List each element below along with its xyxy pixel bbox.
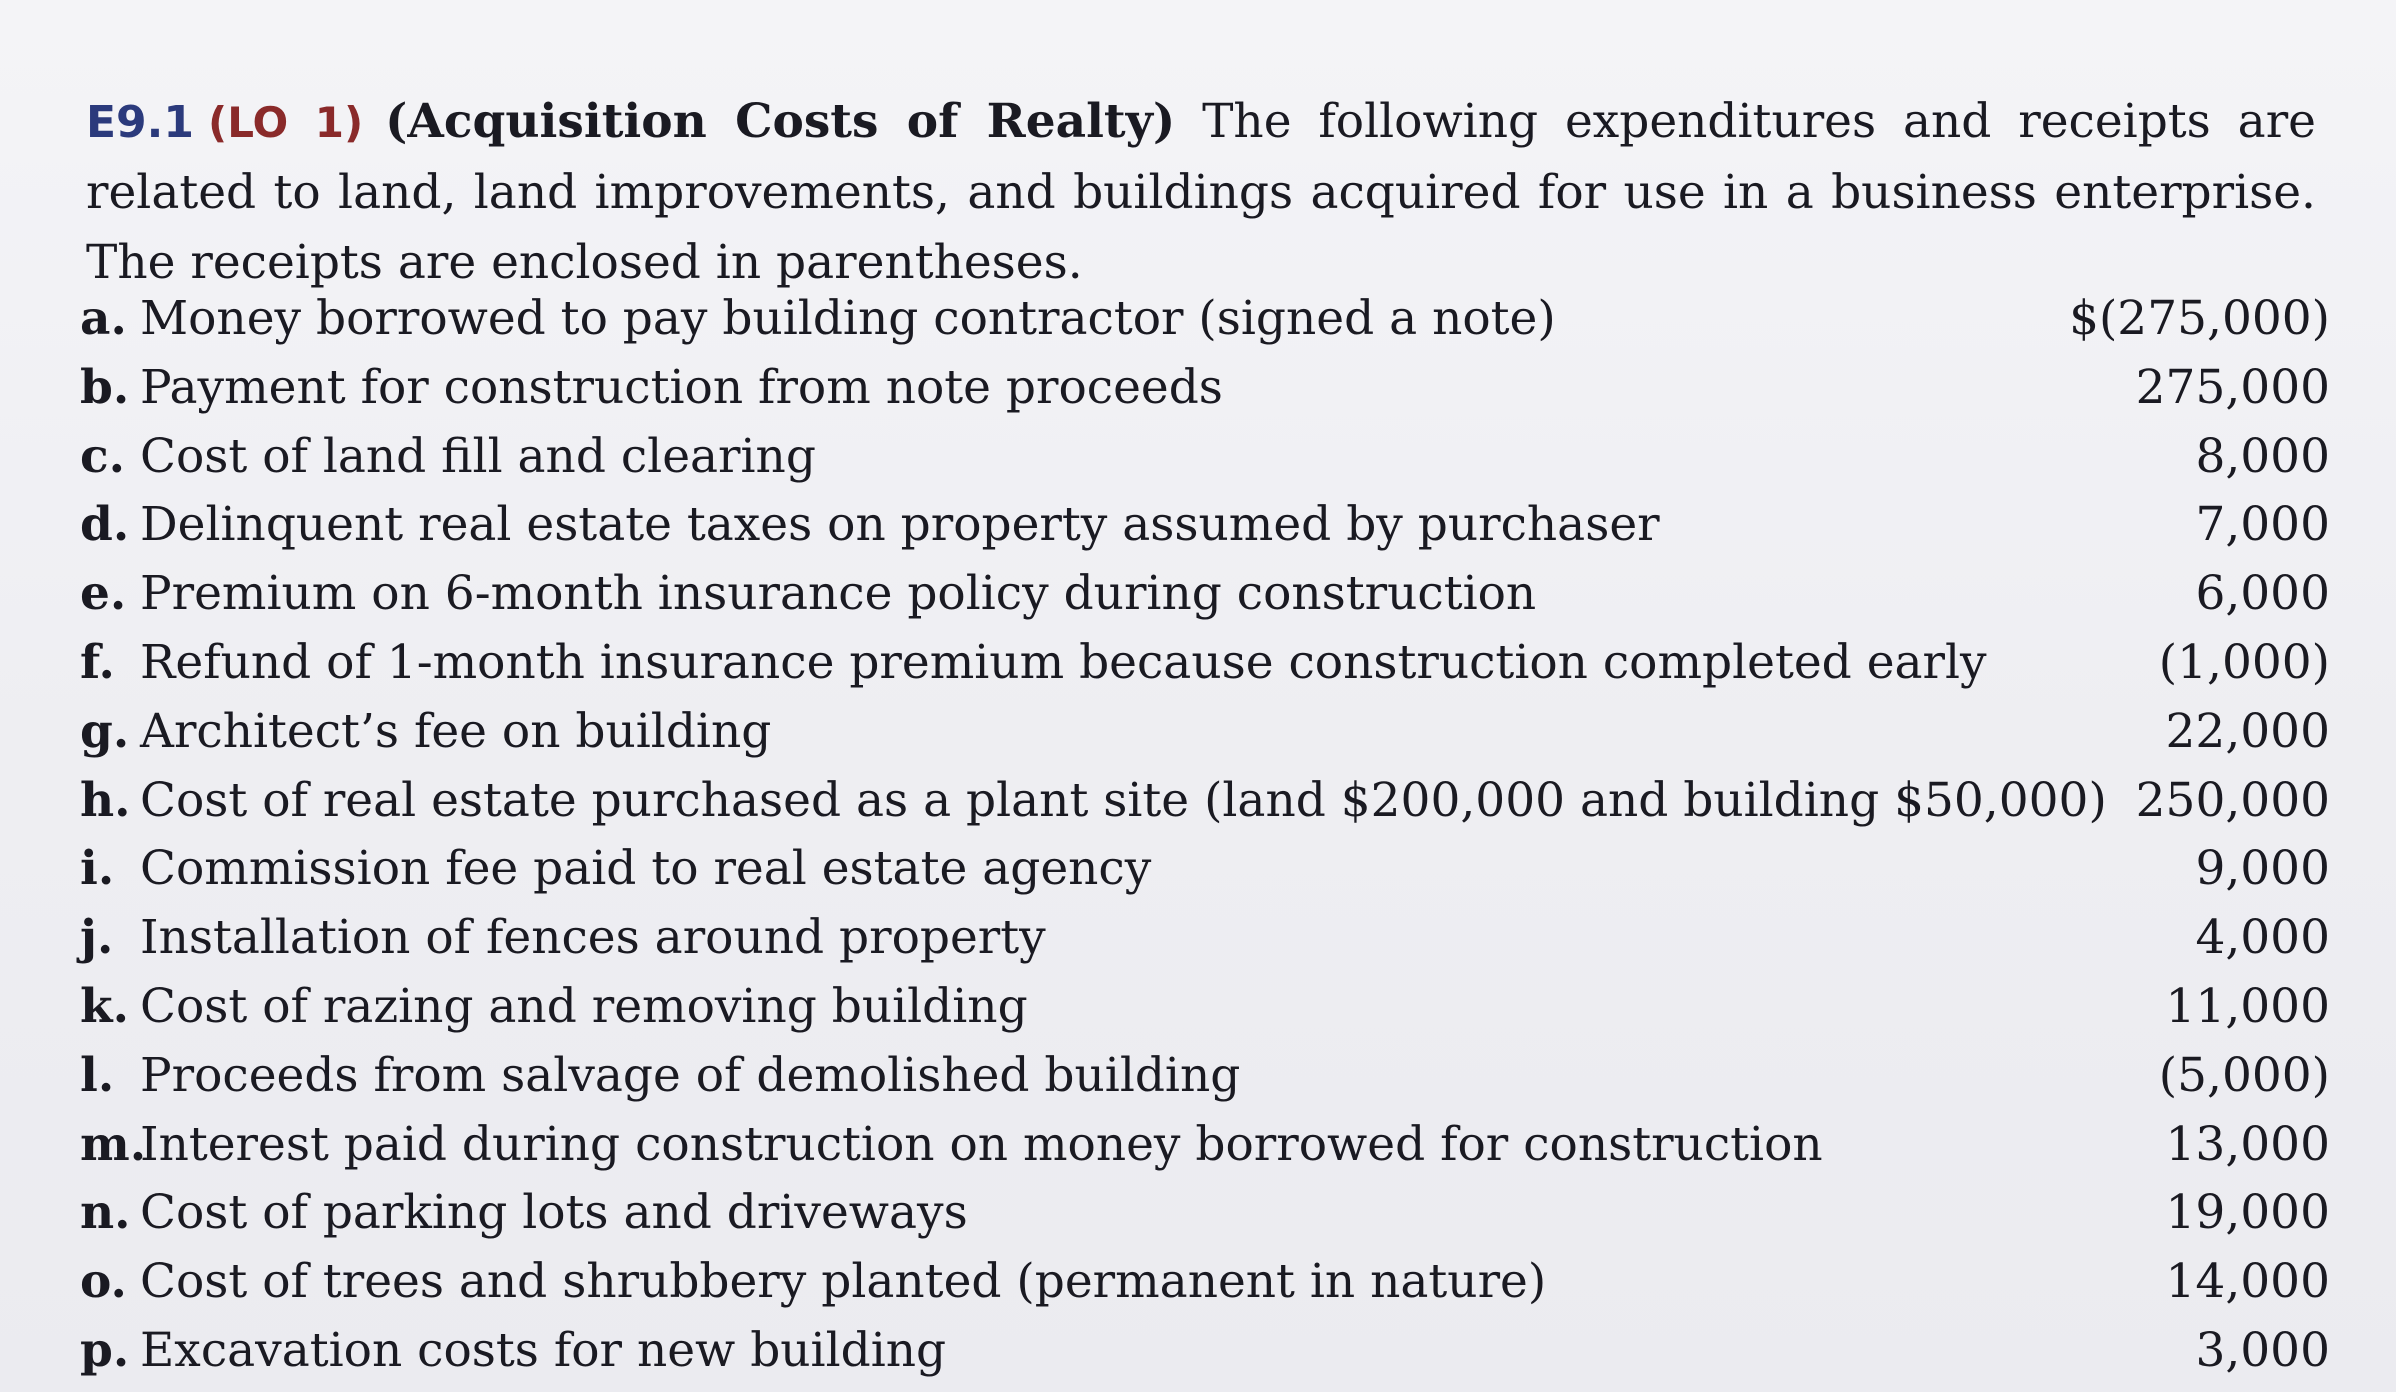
item-letter: m.	[80, 1116, 147, 1172]
item-letter: c.	[80, 428, 125, 484]
item-description: Cost of land fill and clearing	[140, 428, 816, 484]
item-letter: k.	[80, 978, 129, 1034]
list-item	[80, 835, 2330, 904]
learning-objective: (LO 1)	[208, 98, 364, 147]
item-description: Architect’s fee on building	[140, 703, 772, 759]
list-item	[80, 698, 2330, 767]
item-amount: 3,000	[2195, 1322, 2330, 1378]
item-letter: d.	[80, 497, 130, 553]
item-amount: (1,000)	[2158, 634, 2330, 690]
item-description: Refund of 1-month insurance premium because construction completed early	[140, 634, 1987, 690]
item-description: Commission fee paid to real estate agency	[140, 841, 1152, 897]
item-description: Installation of fences around property	[140, 910, 1046, 966]
item-description: Premium on 6-month insurance policy during construction	[140, 566, 1537, 622]
list-item	[80, 629, 2330, 698]
item-amount: 14,000	[2165, 1254, 2330, 1310]
item-description: Proceeds from salvage of demolished building	[140, 1047, 1241, 1103]
item-description: Excavation costs for new building	[140, 1322, 947, 1378]
exercise-title: (Acquisition Costs of Realty)	[385, 94, 1176, 149]
list-item	[80, 560, 2330, 629]
item-amount: 6,000	[2195, 566, 2330, 622]
exercise-number: E9.1	[86, 97, 195, 148]
item-description: Delinquent real estate taxes on property assumed by purchaser	[140, 497, 1660, 553]
item-description: Payment for construction from note proceeds	[140, 359, 1223, 415]
item-description: Cost of real estate purchased as a plant site (land $200,000 and building $50,000)	[140, 772, 2107, 828]
item-amount: 13,000	[2165, 1116, 2330, 1172]
list-item	[80, 1248, 2330, 1317]
item-description: Interest paid during construction on money borrowed for construction	[140, 1116, 1823, 1172]
item-description: Cost of trees and shrubbery planted (permanent in nature)	[140, 1254, 1547, 1310]
list-item	[80, 1111, 2330, 1180]
expenditure-list	[80, 285, 2330, 1386]
item-letter: g.	[80, 703, 130, 759]
list-item	[80, 973, 2330, 1042]
item-letter: j.	[80, 910, 114, 966]
item-letter: i.	[80, 841, 115, 897]
list-item	[80, 423, 2330, 492]
item-amount: $(275,000)	[2069, 291, 2330, 346]
item-description: Cost of razing and removing building	[140, 978, 1028, 1034]
item-letter: e.	[80, 566, 127, 622]
item-letter: a.	[80, 291, 127, 346]
item-amount: 7,000	[2195, 497, 2330, 553]
item-amount: 22,000	[2165, 703, 2330, 759]
item-letter: n.	[80, 1185, 131, 1241]
item-letter: f.	[80, 634, 115, 690]
list-item	[80, 767, 2330, 836]
item-letter: b.	[80, 359, 130, 415]
list-item	[80, 1042, 2330, 1111]
item-amount: 250,000	[2135, 772, 2330, 828]
list-item	[80, 285, 2330, 354]
item-amount: 11,000	[2165, 978, 2330, 1034]
item-letter: h.	[80, 772, 131, 828]
exercise-intro	[86, 87, 2316, 298]
item-amount: 4,000	[2195, 910, 2330, 966]
list-item	[80, 1179, 2330, 1248]
exercise-intro-text: The following expenditures and receipts are related to land, land improvements, and buildings acquired for use in a business enterprise. The receipts are enclosed in parentheses.	[86, 94, 2316, 290]
item-amount: 275,000	[2135, 359, 2330, 415]
item-amount: (5,000)	[2158, 1047, 2330, 1103]
item-letter: p.	[80, 1322, 130, 1378]
item-letter: o.	[80, 1254, 127, 1310]
item-description: Cost of parking lots and driveways	[140, 1185, 968, 1241]
list-item	[80, 904, 2330, 973]
list-item	[80, 354, 2330, 423]
item-description: Money borrowed to pay building contractor (signed a note)	[140, 291, 1556, 346]
list-item	[80, 491, 2330, 560]
item-amount: 8,000	[2195, 428, 2330, 484]
list-item	[80, 1317, 2330, 1386]
item-amount: 9,000	[2195, 841, 2330, 897]
item-letter: l.	[80, 1047, 115, 1103]
item-amount: 19,000	[2165, 1185, 2330, 1241]
